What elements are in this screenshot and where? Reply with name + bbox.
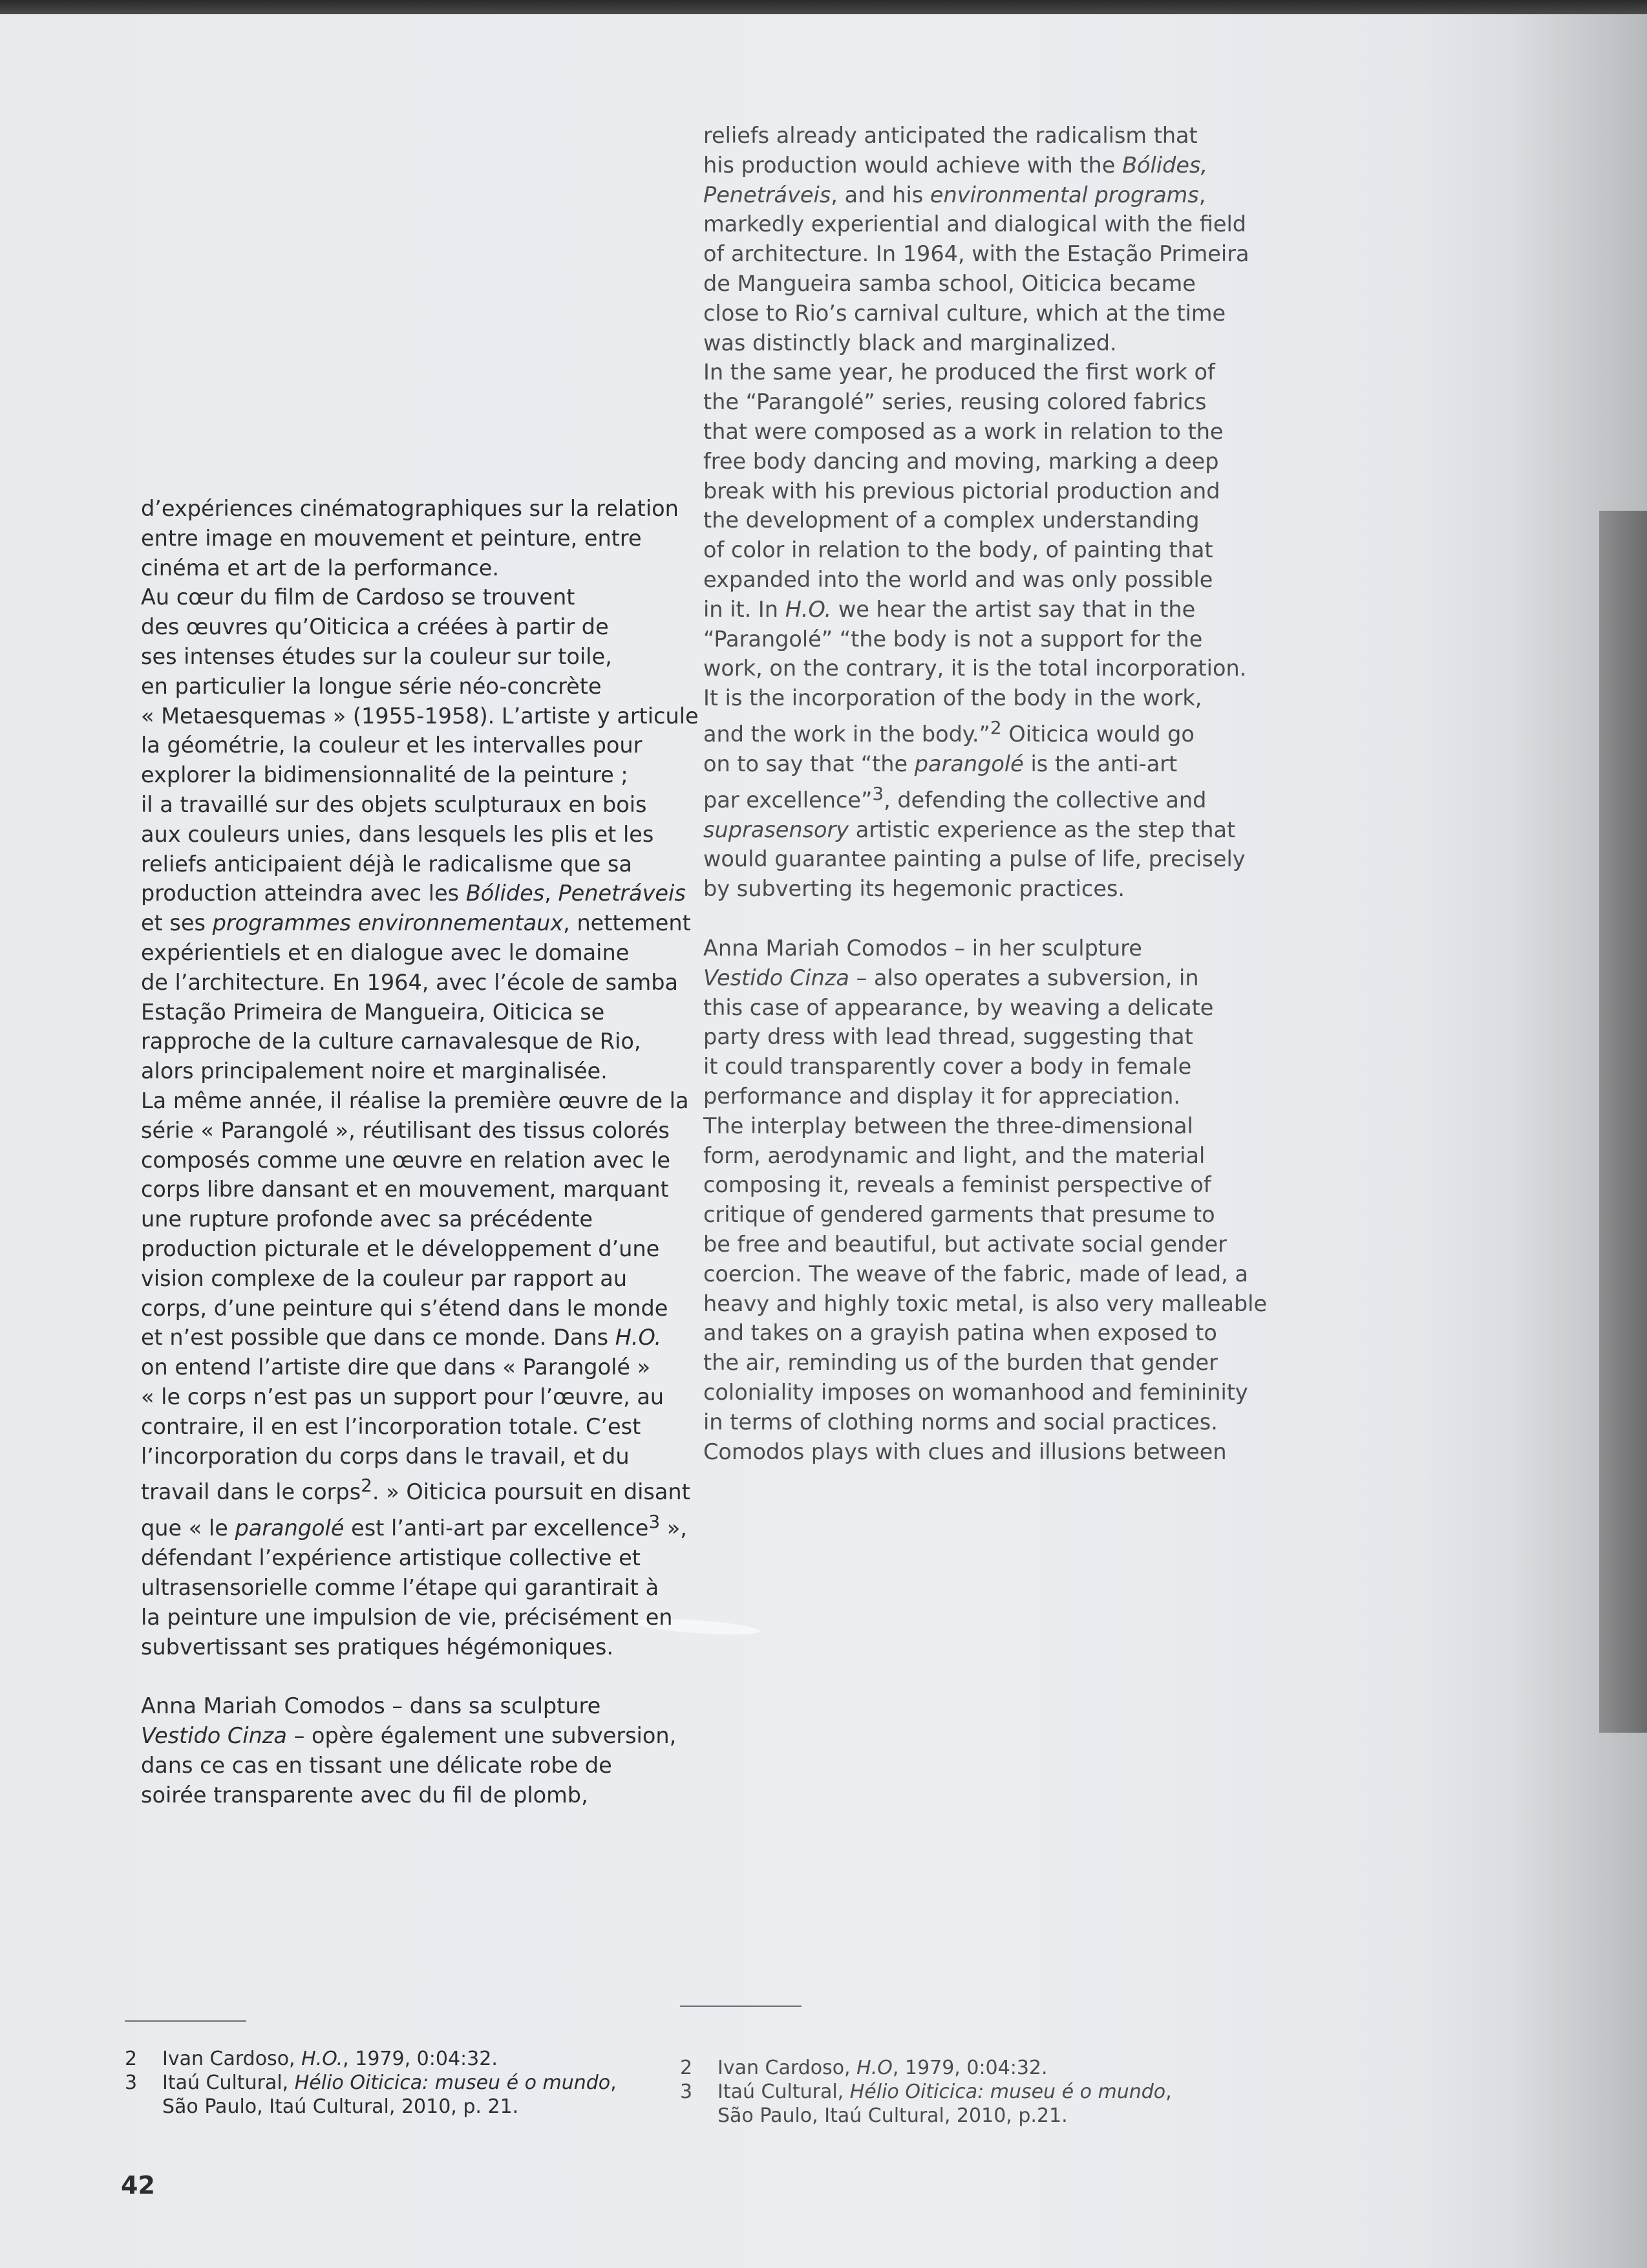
text-line bbox=[703, 713, 1350, 749]
text-line: composing it, reveals a feminist perspective of bbox=[703, 1172, 1211, 1198]
footnote-continuation: São Paulo, Itaú Cultural, 2010, p.21. bbox=[717, 2104, 1068, 2127]
text-line bbox=[141, 1507, 787, 1543]
text-run: Itaú Cultural, bbox=[162, 2071, 295, 2094]
text-run: on to say that “the bbox=[703, 751, 915, 776]
text-run: . » Oiticica poursuit en disant bbox=[372, 1479, 690, 1505]
text-line: free body dancing and moving, marking a deep bbox=[703, 448, 1219, 474]
text-line: une rupture profonde avec sa précédente bbox=[141, 1206, 593, 1232]
text-line: explorer la bidimensionnalité de la peinture ; bbox=[141, 762, 628, 788]
text-run: – also operates a subversion, in bbox=[849, 965, 1199, 990]
text-line: this case of appearance, by weaving a delicate bbox=[703, 994, 1214, 1020]
footnote-separator-right bbox=[680, 2006, 802, 2007]
text-run: est l’anti-art par excellence bbox=[344, 1515, 649, 1541]
text-line: des œuvres qu’Oiticica a créées à partir de bbox=[141, 614, 609, 640]
text-run: Ivan Cardoso, bbox=[162, 2048, 302, 2070]
text-line: ses intenses études sur la couleur sur toile, bbox=[141, 643, 612, 669]
text-line bbox=[141, 908, 787, 938]
text-run: Oiticica would go bbox=[1001, 722, 1195, 747]
text-line: corps, d’une peinture qui s’étend dans le monde bbox=[141, 1295, 668, 1321]
footnotes-left bbox=[125, 2047, 617, 2119]
footnote-ref: 2 bbox=[990, 716, 1002, 738]
text-line: dans ce cas en tissant une délicate robe de bbox=[141, 1752, 612, 1778]
text-run: production atteindra avec les bbox=[141, 881, 466, 906]
text-line: Anna Mariah Comodos – in her sculpture bbox=[703, 936, 1142, 961]
text-line: vision complexe de la couleur par rapport au bbox=[141, 1265, 628, 1291]
text-run: , bbox=[1165, 2081, 1172, 2103]
text-line: Comodos plays with clues and illusions between bbox=[703, 1439, 1227, 1464]
text-line bbox=[703, 749, 1350, 779]
text-line: and takes on a grayish patina when exposed to bbox=[703, 1320, 1217, 1346]
text-line: Au cœur du film de Cardoso se trouvent bbox=[141, 584, 575, 610]
text-line: of architecture. In 1964, with the Estação Primeira bbox=[703, 241, 1249, 267]
footnote-text bbox=[717, 2056, 1048, 2080]
footnote-number: 3 bbox=[125, 2071, 138, 2094]
text-line: heavy and highly toxic metal, is also very malleable bbox=[703, 1290, 1268, 1316]
text-line: work, on the contrary, it is the total incorporation. bbox=[703, 656, 1247, 681]
text-line: it could transparently cover a body in female bbox=[703, 1054, 1192, 1080]
text-line: the development of a complex understanding bbox=[703, 508, 1200, 533]
text-line: expanded into the world and was only possible bbox=[703, 566, 1213, 592]
text-line bbox=[703, 963, 1350, 993]
footnote-2 bbox=[125, 2047, 617, 2071]
text-line: subvertissant ses pratiques hégémoniques. bbox=[141, 1634, 614, 1660]
text-line: It is the incorporation of the body in the work, bbox=[703, 685, 1202, 711]
italic-title: Penetráveis bbox=[703, 182, 831, 208]
text-run: et n’est possible que dans ce monde. Dans bbox=[141, 1325, 615, 1351]
text-line: markedly experiential and dialogical with the field bbox=[703, 211, 1247, 237]
footnote-continuation: São Paulo, Itaú Cultural, 2010, p. 21. bbox=[162, 2095, 519, 2118]
text-line: the “Parangolé” series, reusing colored fabrics bbox=[703, 389, 1207, 415]
text-line: critique of gendered garments that presume to bbox=[703, 1202, 1215, 1228]
text-line: la peinture une impulsion de vie, précisément en bbox=[141, 1604, 673, 1630]
text-run: his production would achieve with the bbox=[703, 152, 1123, 178]
text-line: Estação Primeira de Mangueira, Oiticica se bbox=[141, 999, 605, 1025]
footnote-text bbox=[162, 2071, 617, 2095]
text-run: artistic experience as the step that bbox=[849, 817, 1236, 842]
text-line: cinéma et art de la performance. bbox=[141, 555, 500, 581]
text-line: by subverting its hegemonic practices. bbox=[703, 876, 1125, 902]
text-line bbox=[141, 1721, 787, 1751]
text-line: la géométrie, la couleur et les intervalles pour bbox=[141, 733, 643, 758]
text-line bbox=[703, 779, 1350, 815]
text-line: on entend l’artiste dire que dans « Parangolé » bbox=[141, 1354, 651, 1380]
text-line: de l’architecture. En 1964, avec l’école de samba bbox=[141, 969, 679, 995]
text-run: , bbox=[1198, 182, 1206, 208]
text-run: par excellence” bbox=[703, 787, 873, 813]
text-line: production picturale et le développement d’une bbox=[141, 1236, 660, 1261]
footnote-ref: 3 bbox=[872, 782, 884, 804]
text-line: The interplay between the three-dimensional bbox=[703, 1113, 1193, 1139]
text-line: La même année, il réalise la première œuvre de la bbox=[141, 1087, 689, 1113]
footnote-2 bbox=[680, 2056, 1172, 2080]
footnote-number: 2 bbox=[680, 2057, 693, 2079]
text-line: contraire, il en est l’incorporation totale. C’est bbox=[141, 1413, 641, 1439]
italic-title: Hélio Oiticica: museu é o mundo bbox=[849, 2081, 1166, 2103]
text-line: performance and display it for appreciation. bbox=[703, 1084, 1181, 1109]
text-run: , bbox=[610, 2071, 617, 2094]
italic-title: Penetráveis bbox=[558, 881, 686, 906]
text-run: Itaú Cultural, bbox=[717, 2081, 850, 2103]
text-line: that were composed as a work in relation to the bbox=[703, 418, 1224, 444]
text-line: alors principalement noire et marginalisée. bbox=[141, 1058, 608, 1084]
text-run: Ivan Cardoso, bbox=[717, 2057, 857, 2079]
text-line: en particulier la longue série néo-concrète bbox=[141, 673, 602, 699]
text-run: and the work in the body.” bbox=[703, 722, 990, 747]
text-line: coercion. The weave of the fabric, made of lead, a bbox=[703, 1261, 1248, 1287]
footnote-3 bbox=[680, 2080, 1172, 2104]
text-run: et ses bbox=[141, 910, 213, 936]
italic-term: suprasensory bbox=[703, 817, 849, 842]
italic-title: Vestido Cinza bbox=[141, 1723, 287, 1749]
text-run: , defending the collective and bbox=[884, 787, 1207, 813]
italic-title: H.O. bbox=[615, 1325, 662, 1351]
text-line: In the same year, he produced the first work of bbox=[703, 359, 1215, 385]
footnote-number: 2 bbox=[125, 2048, 138, 2070]
text-run: , 1979, 0:04:32. bbox=[343, 2048, 498, 2070]
italic-title: H.O bbox=[856, 2057, 893, 2079]
english-text-column bbox=[703, 121, 1350, 1466]
text-line: coloniality imposes on womanhood and femininity bbox=[703, 1379, 1248, 1405]
text-line: “Parangolé” “the body is not a support for the bbox=[703, 626, 1203, 652]
text-line: soirée transparente avec du fil de plomb, bbox=[141, 1782, 588, 1808]
text-line: défendant l’expérience artistique collective et bbox=[141, 1545, 641, 1571]
text-line: reliefs anticipaient déjà le radicalisme que sa bbox=[141, 851, 632, 877]
italic-title: Bólides, bbox=[1122, 152, 1208, 178]
text-line: in terms of clothing norms and social practices. bbox=[703, 1409, 1218, 1435]
text-run: is the anti-art bbox=[1023, 751, 1178, 776]
italic-term: parangolé bbox=[235, 1515, 345, 1541]
footnote-3 bbox=[125, 2071, 617, 2095]
text-line: « Metaesquemas » (1955-1958). L’artiste y articule bbox=[141, 703, 699, 729]
text-line: party dress with lead thread, suggesting that bbox=[703, 1024, 1193, 1050]
paragraph-gap bbox=[703, 904, 1350, 934]
footnote-separator-left bbox=[125, 2020, 246, 2022]
text-run: , and his bbox=[831, 182, 930, 208]
text-run: », bbox=[660, 1515, 687, 1541]
text-line: form, aerodynamic and light, and the material bbox=[703, 1142, 1206, 1168]
text-line bbox=[141, 1323, 787, 1353]
text-run: – opère également une subversion, bbox=[286, 1723, 677, 1749]
text-line bbox=[703, 180, 1350, 210]
text-line bbox=[141, 879, 787, 908]
text-run: que « le bbox=[141, 1515, 235, 1541]
text-line: composés comme une œuvre en relation avec le bbox=[141, 1147, 670, 1173]
text-run: travail dans le corps bbox=[141, 1479, 361, 1505]
text-line: ultrasensorielle comme l’étape qui garantirait à bbox=[141, 1575, 659, 1600]
italic-title: Vestido Cinza bbox=[703, 965, 849, 990]
text-line: the air, reminding us of the burden that gender bbox=[703, 1350, 1218, 1376]
text-line: d’expériences cinématographiques sur la relation bbox=[141, 496, 679, 521]
french-text-column bbox=[141, 494, 787, 1810]
paragraph-gap bbox=[141, 1662, 787, 1691]
text-line: l’incorporation du corps dans le travail, et du bbox=[141, 1443, 630, 1469]
text-line bbox=[141, 1471, 787, 1507]
text-run: in it. In bbox=[703, 596, 785, 622]
text-run: , 1979, 0:04:32. bbox=[892, 2057, 1048, 2079]
footnote-ref: 2 bbox=[361, 1475, 372, 1497]
text-line: of color in relation to the body, of painting that bbox=[703, 537, 1213, 563]
footnote-text bbox=[717, 2080, 1172, 2104]
text-line: would guarantee painting a pulse of life, precisely bbox=[703, 846, 1246, 872]
italic-term: parangolé bbox=[914, 751, 1024, 776]
footnote-ref: 3 bbox=[648, 1511, 661, 1533]
text-line: close to Rio’s carnival culture, which at the time bbox=[703, 300, 1226, 326]
text-line: corps libre dansant et en mouvement, marquant bbox=[141, 1177, 669, 1203]
text-line: was distinctly black and marginalized. bbox=[703, 330, 1117, 356]
text-line: entre image en mouvement et peinture, entre bbox=[141, 525, 642, 551]
text-line: expérientiels et en dialogue avec le domaine bbox=[141, 939, 630, 965]
text-run: , nettement bbox=[563, 910, 691, 936]
italic-title: H.O. bbox=[301, 2048, 343, 2070]
text-line: il a travaillé sur des objets sculpturaux en bois bbox=[141, 791, 647, 817]
text-line: de Mangueira samba school, Oiticica became bbox=[703, 270, 1196, 296]
italic-title: Hélio Oiticica: museu é o mundo bbox=[294, 2071, 611, 2094]
text-line: aux couleurs unies, dans lesquels les plis et les bbox=[141, 821, 654, 847]
text-line: Anna Mariah Comodos – dans sa sculpture bbox=[141, 1693, 601, 1719]
footnotes-right bbox=[680, 2056, 1172, 2128]
text-line: série « Parangolé », réutilisant des tissus colorés bbox=[141, 1117, 670, 1143]
italic-title: environmental programs bbox=[930, 182, 1199, 208]
italic-title: Bólides bbox=[465, 881, 545, 906]
text-run: , bbox=[544, 881, 558, 906]
italic-title: programmes environnementaux bbox=[212, 910, 564, 936]
text-line: « le corps n’est pas un support pour l’œuvre, au bbox=[141, 1384, 664, 1409]
footnote-number: 3 bbox=[680, 2081, 693, 2103]
facing-page-edge bbox=[1599, 511, 1647, 1733]
text-line bbox=[703, 151, 1350, 180]
scan-top-edge bbox=[0, 0, 1647, 14]
text-line: be free and beautiful, but activate social gender bbox=[703, 1232, 1227, 1257]
italic-title: H.O. bbox=[785, 596, 832, 622]
text-line bbox=[703, 815, 1350, 845]
text-run: we hear the artist say that in the bbox=[831, 596, 1196, 622]
footnote-text bbox=[162, 2047, 498, 2071]
text-line: reliefs already anticipated the radicalism that bbox=[703, 123, 1198, 148]
page-number: 42 bbox=[121, 2171, 155, 2199]
text-line: break with his previous pictorial production and bbox=[703, 478, 1220, 504]
text-line bbox=[703, 595, 1350, 625]
text-line: rapproche de la culture carnavalesque de Rio, bbox=[141, 1029, 641, 1054]
